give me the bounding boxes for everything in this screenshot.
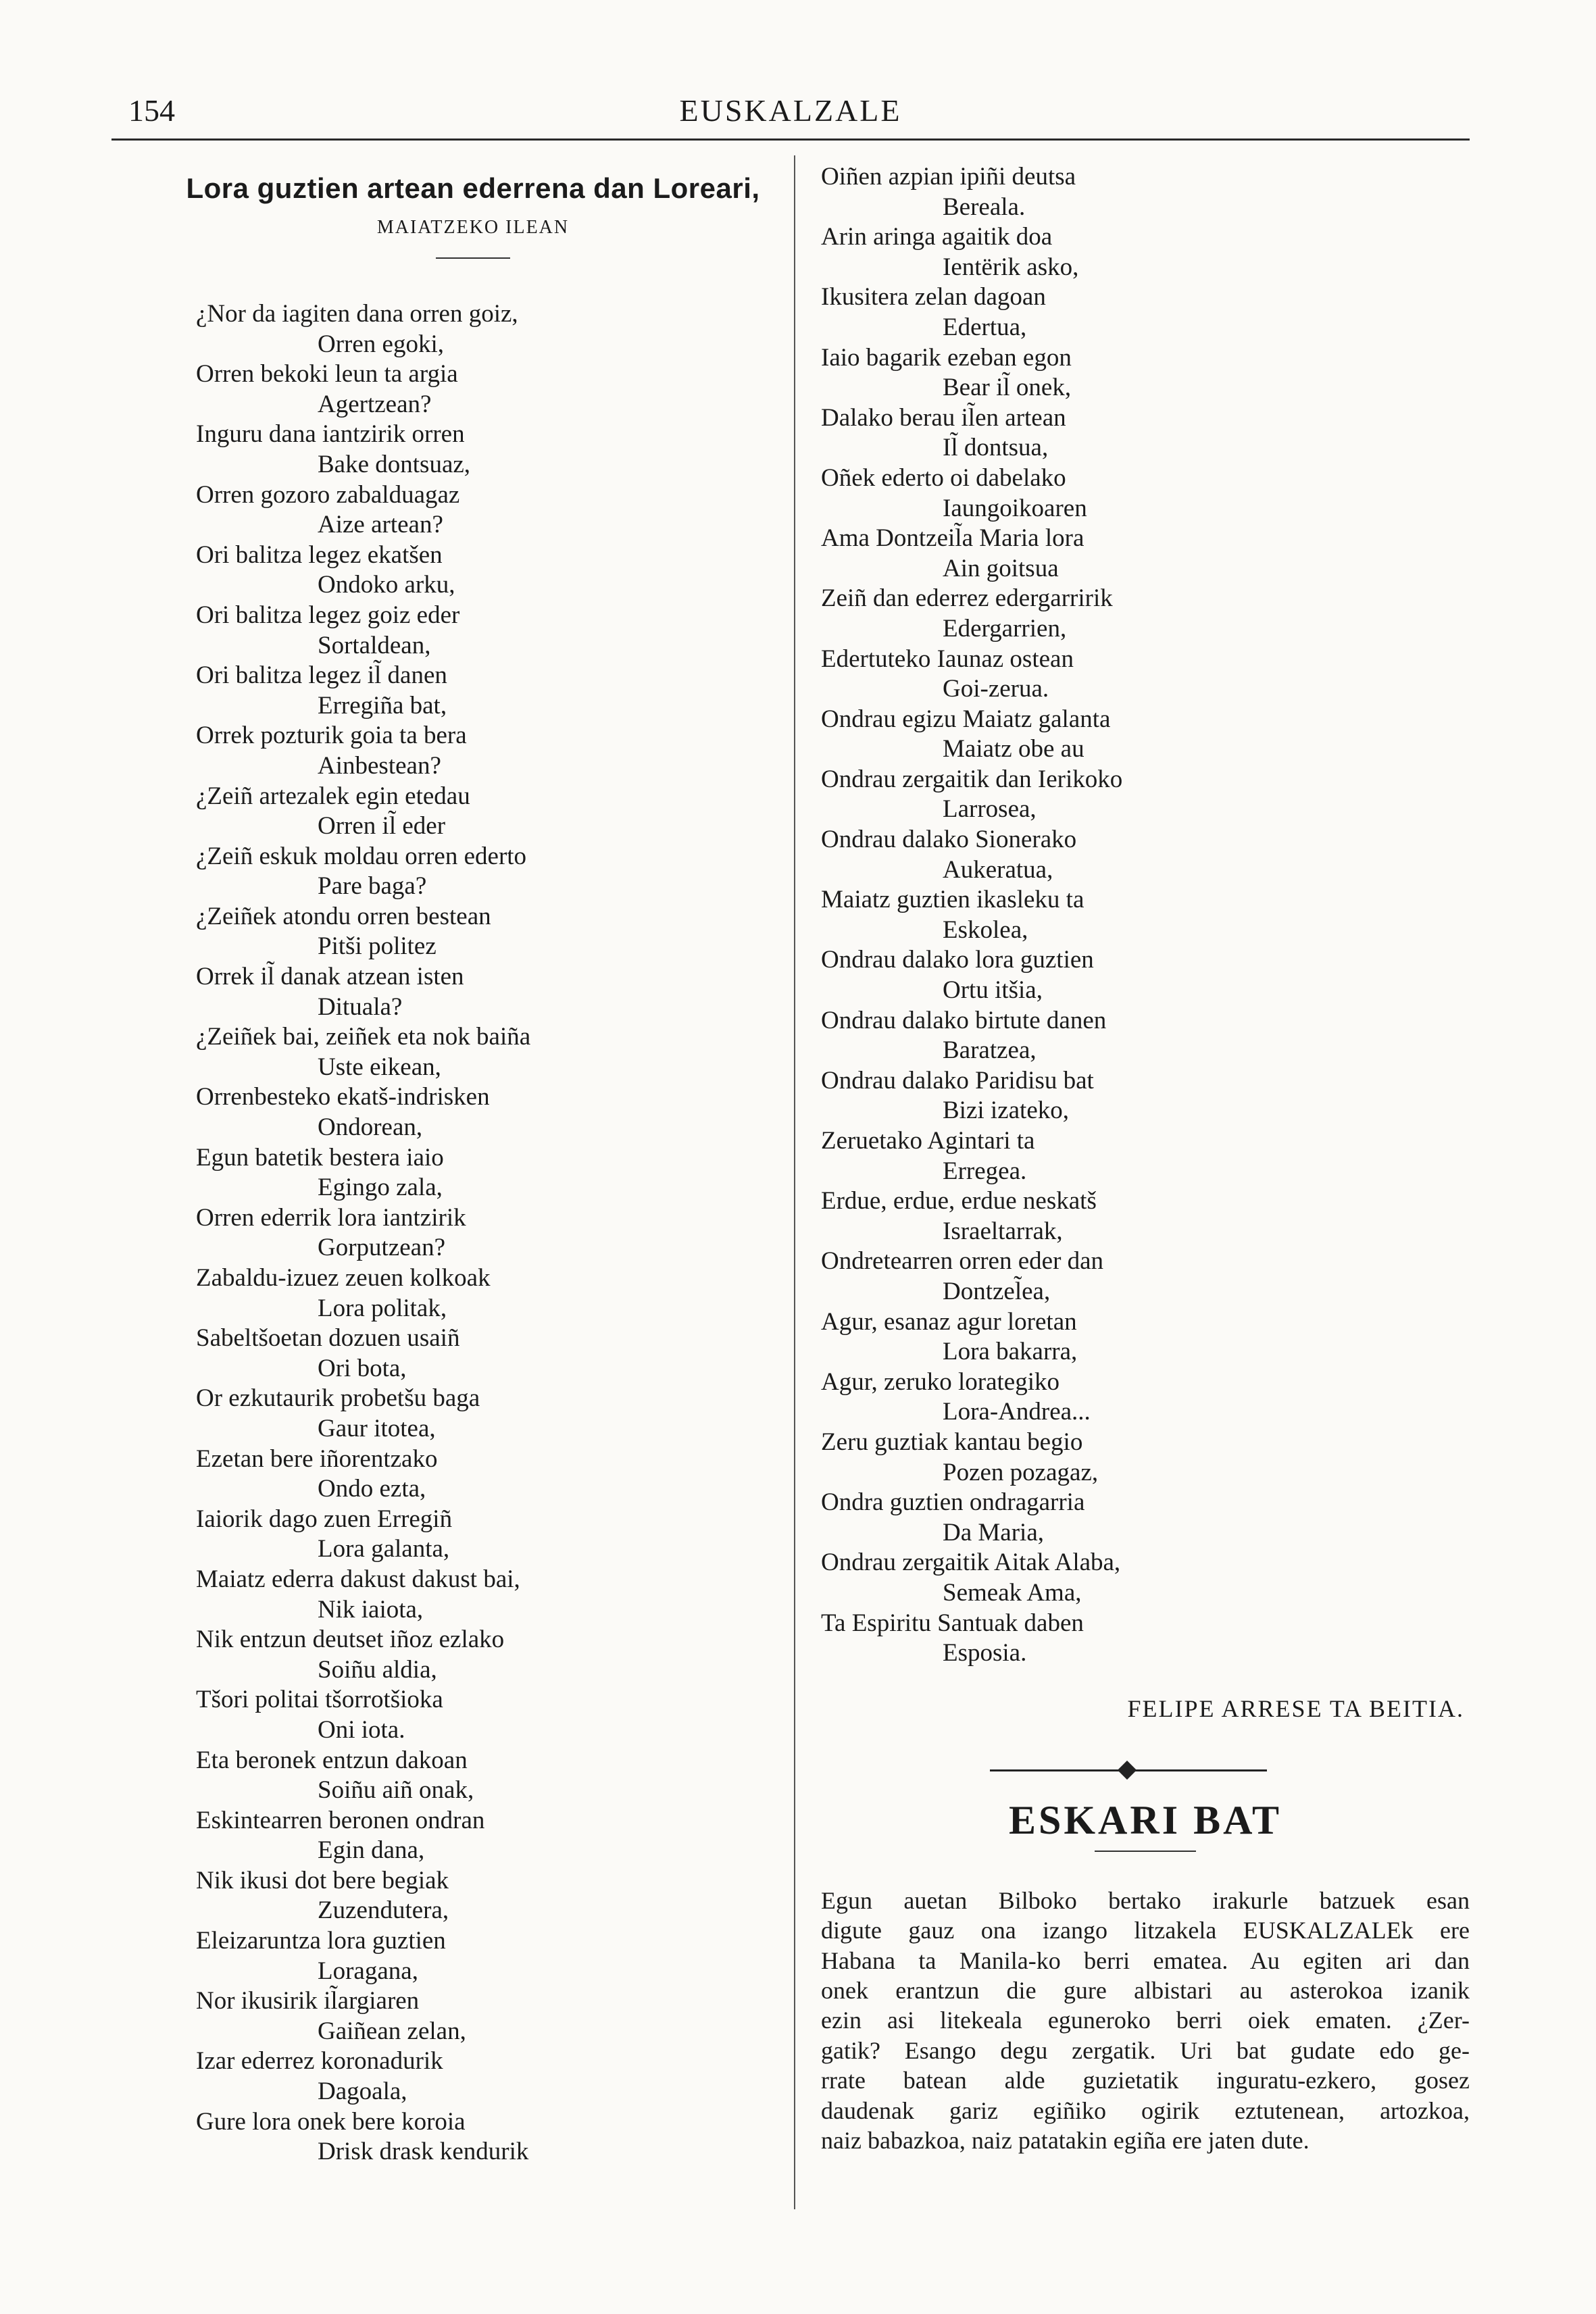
- verse-line: Ondrau dalako Paridisu bat: [821, 1066, 1094, 1095]
- article-line: Habana ta Manila-ko berri ematea. Au egiten ari dan: [821, 1946, 1470, 1974]
- verse-line: Ori bota,: [318, 1354, 407, 1382]
- verse-line: Pitši politez: [318, 932, 437, 961]
- verse-line: Maiatz obe au: [943, 735, 1084, 763]
- verse-line: Eskintearren beronen ondran: [196, 1806, 485, 1834]
- poem-title: Lora guztien artean ederrena dan Loreari,: [186, 172, 760, 204]
- verse-line: Baratzea,: [943, 1036, 1037, 1065]
- verse-line: Gaiñean zelan,: [318, 2017, 466, 2045]
- verse-line: Ori balitza legez goiz eder: [196, 601, 460, 629]
- verse-line: Tšori politai tšorrotšioka: [196, 1686, 443, 1714]
- verse-line: Dontzel̃ea,: [943, 1277, 1051, 1305]
- verse-line: Ainbestean?: [318, 751, 441, 780]
- verse-line: Or ezkutaurik probetšu baga: [196, 1384, 480, 1413]
- article-line: digute gauz ona izango litzakela EUSKALZALEk ere: [821, 1917, 1470, 1944]
- verse-line: ¿Nor da iagiten dana orren goiz,: [196, 300, 518, 328]
- verse-line: Zeiñ dan ederrez edergarririk: [821, 584, 1113, 613]
- verse-line: Aukeratua,: [943, 855, 1053, 884]
- verse-line: Soiñu aldia,: [318, 1655, 437, 1684]
- verse-line: Erregiña bat,: [318, 691, 447, 720]
- verse-line: Ama Dontzeil̃a Maria lora: [821, 524, 1084, 553]
- verse-line: Uste eikean,: [318, 1053, 441, 1081]
- verse-line: Maiatz guztien ikasleku ta: [821, 886, 1084, 914]
- verse-line: Egin dana,: [318, 1836, 425, 1865]
- ornament-divider: [821, 1757, 1470, 1784]
- verse-line: Orren il̃ eder: [318, 812, 446, 840]
- verse-line: Ain goitsua: [943, 554, 1059, 582]
- verse-line: Gorputzean?: [318, 1234, 446, 1262]
- verse-line: Aize artean?: [318, 511, 443, 539]
- verse-line: Loragana,: [318, 1957, 418, 1985]
- verse-line: Semeak Ama,: [943, 1578, 1082, 1607]
- verse-line: Agur, zeruko lorategiko: [821, 1367, 1059, 1396]
- verse-line: Oñek ederto oi dabelako: [821, 463, 1066, 492]
- verse-line: Ondrau dalako lora guztien: [821, 946, 1094, 974]
- header-rule: [111, 139, 1470, 141]
- verse-line: Soiñu aiñ onak,: [318, 1776, 474, 1805]
- verse-line: Erregea.: [943, 1157, 1027, 1185]
- verse-line: Eskolea,: [943, 915, 1028, 944]
- verse-line: ¿Zeiñ artezalek egin etedau: [196, 782, 470, 810]
- verse-line: Ori balitza legez il̃ danen: [196, 661, 447, 690]
- verse-line: Ondrau dalako Sionerako: [821, 826, 1077, 854]
- article-line: naiz babazkoa, naiz patatakin egiña ere jaten dute.: [821, 2126, 1310, 2154]
- verse-line: Sortaldean,: [318, 631, 431, 659]
- verse-line: Egun batetik bestera iaio: [196, 1143, 444, 1172]
- verse-line: Ondo ezta,: [318, 1475, 426, 1503]
- verse-line: Zuzendutera,: [318, 1896, 449, 1925]
- verse-line: Bereala.: [943, 193, 1026, 221]
- column-divider: [794, 155, 795, 2209]
- verse-line: ¿Zeiñ eskuk moldau orren ederto: [196, 842, 527, 870]
- verse-line: Ori balitza legez ekatšen: [196, 540, 443, 569]
- verse-line: Edertua,: [943, 313, 1027, 341]
- article-line: Egun auetan Bilboko bertako irakurle batzuek esan: [821, 1886, 1470, 1914]
- verse-line: Goi-zerua.: [943, 675, 1049, 703]
- verse-line: Dalako berau il̃en artean: [821, 403, 1066, 432]
- verse-line: Arin aringa agaitik doa: [821, 223, 1053, 251]
- verse-line: Inguru dana iantzirik orren: [196, 420, 465, 449]
- verse-line: Agertzean?: [318, 390, 432, 418]
- article-title: ESKARI BAT: [1009, 1797, 1282, 1842]
- article-title-rule: [1095, 1851, 1196, 1852]
- poem-subtitle: MAIATZEKO ILEAN: [376, 217, 570, 238]
- running-title: EUSKALZALE: [679, 93, 902, 128]
- verse-line: Nor ikusirik il̃argiaren: [196, 1987, 420, 2015]
- article-line: ezin asi litekeala eguneroko berri oiek ematen. ¿Zer-: [821, 2007, 1470, 2034]
- verse-line: Israeltarrak,: [943, 1217, 1063, 1245]
- verse-line: Orren egoki,: [318, 330, 444, 358]
- verse-line: Pozen pozagaz,: [943, 1458, 1099, 1486]
- page-header: [108, 84, 1473, 139]
- verse-line: Egingo zala,: [318, 1174, 443, 1202]
- verse-line: Nik entzun deutset iñoz ezlako: [196, 1626, 505, 1654]
- verse-line: Ta Espiritu Santuak daben: [821, 1609, 1084, 1637]
- title-rule: [436, 257, 510, 259]
- article-line: onek erantzun die gure albistari au asterokoa izanik: [821, 1976, 1470, 2004]
- left-column: [186, 172, 764, 2167]
- verse-line: Ezetan bere iñorentzako: [196, 1444, 438, 1473]
- verse-line: Orren bekoki leun ta argia: [196, 360, 458, 388]
- verse-line: Lora-Andrea...: [943, 1398, 1091, 1426]
- verse-line: ¿Zeiñek bai, zeiñek eta nok baiña: [196, 1023, 531, 1051]
- verse-line: Ondorean,: [318, 1113, 423, 1142]
- verse-line: Nik ikusi dot bere begiak: [196, 1866, 449, 1894]
- right-column: [821, 162, 1470, 2155]
- verse-line: Iaiorik dago zuen Erregiñ: [196, 1505, 453, 1533]
- page-number: 154: [128, 93, 175, 128]
- verse-line: Il̃ dontsua,: [943, 434, 1049, 462]
- verse-line: Oni iota.: [318, 1715, 405, 1744]
- article-line: gatik? Esango degu zergatik. Uri bat gudate edo ge-: [821, 2036, 1470, 2064]
- verse-line: Agur, esanaz agur loretan: [821, 1307, 1077, 1336]
- verse-line: Orrek il̃ danak atzean isten: [196, 963, 464, 991]
- verse-line: Zabaldu-izuez zeuen kolkoak: [196, 1264, 491, 1292]
- verse-line: Edergarrien,: [943, 614, 1067, 643]
- verse-line: Dagoala,: [318, 2078, 407, 2106]
- verse-line: Eta beronek entzun dakoan: [196, 1746, 468, 1774]
- verse-line: Nik iaiota,: [318, 1595, 424, 1624]
- poem-verse-right: [821, 162, 1470, 1669]
- verse-line: Larrosea,: [943, 795, 1037, 824]
- verse-line: Oiñen azpian ipiñi deutsa: [821, 163, 1076, 191]
- article-line: daudenak gariz egiñiko ogirik eztutenean, artozkoa,: [821, 2096, 1470, 2124]
- poem-verse-left: [196, 299, 764, 2167]
- verse-line: Orren gozoro zabalduagaz: [196, 480, 460, 509]
- verse-line: Bizi izateko,: [943, 1097, 1069, 1125]
- verse-line: Ondrau dalako birtute danen: [821, 1006, 1107, 1034]
- verse-line: Ortu itšia,: [943, 976, 1043, 1005]
- verse-line: Ondretearren orren eder dan: [821, 1247, 1104, 1276]
- verse-line: Izar ederrez koronadurik: [196, 2047, 443, 2076]
- verse-line: Lora galanta,: [318, 1535, 450, 1563]
- verse-line: Sabeltšoetan dozuen usaiñ: [196, 1324, 460, 1353]
- verse-line: Dituala?: [318, 992, 403, 1021]
- article-line: rrate batean alde guzietatik inguratu-ezkero, gosez: [821, 2067, 1470, 2094]
- verse-line: Da Maria,: [943, 1518, 1044, 1546]
- verse-line: Edertuteko Iaunaz ostean: [821, 645, 1074, 673]
- verse-line: Iaio bagarik ezeban egon: [821, 343, 1072, 372]
- verse-line: Iaungoikoaren: [943, 494, 1087, 522]
- verse-line: Ondrau zergaitik Aitak Alaba,: [821, 1549, 1121, 1577]
- verse-line: Gure lora onek bere koroia: [196, 2107, 466, 2136]
- verse-line: Orrek pozturik goia ta bera: [196, 722, 467, 750]
- verse-line: Bear il̃ onek,: [943, 374, 1072, 402]
- verse-line: Ientërik asko,: [943, 253, 1079, 281]
- verse-line: Ondra guztien ondragarria: [821, 1488, 1085, 1517]
- verse-line: Zeruetako Agintari ta: [821, 1127, 1035, 1155]
- verse-line: Ondrau zergaitik dan Ierikoko: [821, 765, 1123, 793]
- verse-line: Esposia.: [943, 1639, 1027, 1667]
- verse-line: Bake dontsuaz,: [318, 450, 471, 478]
- verse-line: ¿Zeiñek atondu orren bestean: [196, 902, 491, 930]
- verse-line: Eleizaruntza lora guztien: [196, 1927, 446, 1955]
- verse-line: Gaur itotea,: [318, 1414, 436, 1442]
- verse-line: Ondrau egizu Maiatz galanta: [821, 705, 1111, 733]
- verse-line: Erdue, erdue, erdue neskatš: [821, 1187, 1097, 1215]
- verse-line: Lora bakarra,: [943, 1338, 1078, 1366]
- verse-line: Drisk drask kendurik: [318, 2138, 529, 2166]
- article-body: [821, 1886, 1470, 2156]
- verse-line: Ikusitera zelan dagoan: [821, 283, 1046, 311]
- verse-line: Orrenbesteko ekatš-indrisken: [196, 1083, 490, 1111]
- verse-line: Pare baga?: [318, 872, 427, 901]
- verse-line: Orren ederrik lora iantzirik: [196, 1203, 466, 1232]
- verse-line: Lora politak,: [318, 1294, 447, 1322]
- verse-line: Maiatz ederra dakust dakust bai,: [196, 1565, 520, 1593]
- verse-line: Zeru guztiak kantau begio: [821, 1428, 1083, 1456]
- verse-line: Ondoko arku,: [318, 571, 455, 599]
- poem-author: FELIPE ARRESE TA BEITIA.: [1127, 1694, 1464, 1722]
